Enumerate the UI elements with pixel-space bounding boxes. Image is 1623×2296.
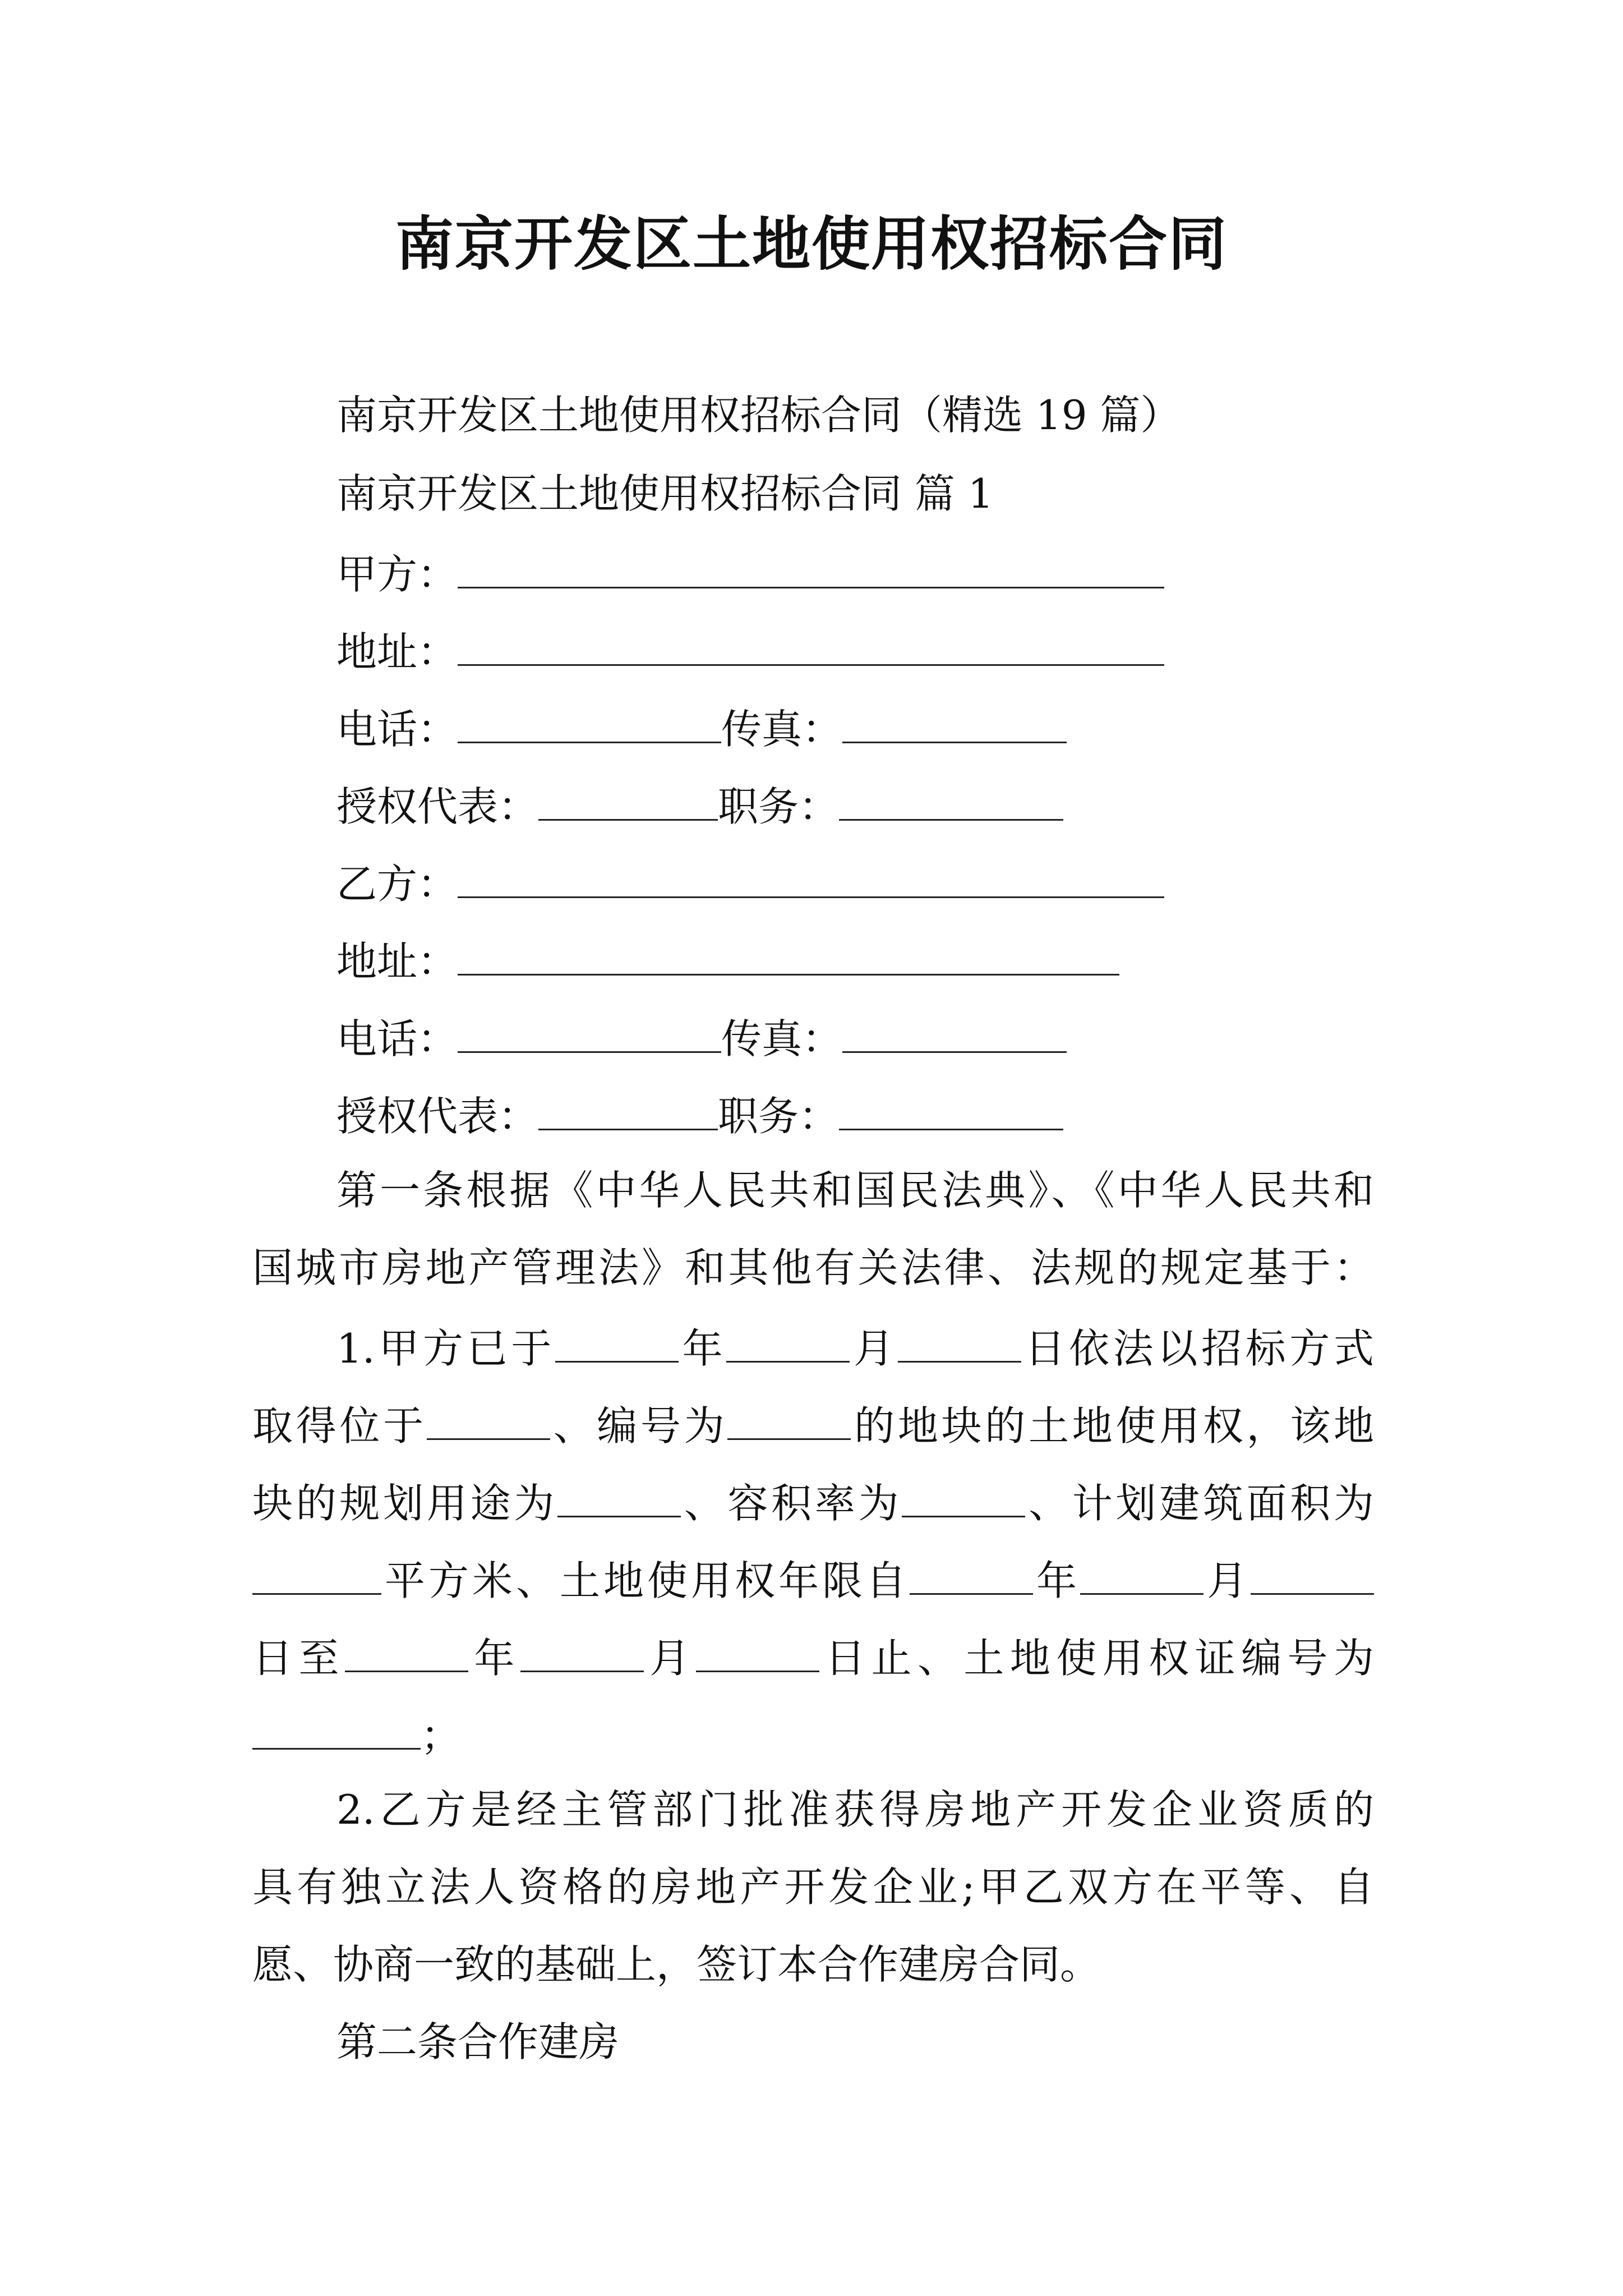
party-a-rep-label: 授权代表： xyxy=(336,783,539,830)
term-end-day-blank[interactable] xyxy=(696,1627,819,1672)
party-b-address-row xyxy=(336,930,1402,990)
term-end-year-blank[interactable] xyxy=(345,1627,468,1672)
party-b-rep-label: 授权代表： xyxy=(336,1093,539,1140)
certificate-number-blank[interactable] xyxy=(252,1704,421,1750)
party-b-address-label: 地址： xyxy=(336,938,458,985)
party-a-rep-blank[interactable] xyxy=(538,775,718,821)
item1-line1 xyxy=(336,1317,1374,1377)
item1-text: 年 xyxy=(679,1325,727,1372)
date-day-blank[interactable] xyxy=(898,1317,1021,1363)
item1-text: 1.甲方已于 xyxy=(336,1325,556,1372)
party-b-name-blank[interactable] xyxy=(458,853,1164,898)
article2-heading: 第二条合作建房 xyxy=(336,2018,620,2065)
party-b-phone-row xyxy=(336,1007,1402,1067)
party-b-rep-row xyxy=(336,1085,1402,1144)
item1-text: 、计划建筑面积为 xyxy=(1025,1480,1374,1527)
item2-line1: 2.乙方是经主管部门批准获得房地产开发企业资质的 xyxy=(336,1786,1374,1833)
item1-text: 块的规划用途为 xyxy=(252,1480,557,1527)
party-b-rep-blank[interactable] xyxy=(538,1085,718,1130)
party-b-position-label: 职务： xyxy=(718,1093,840,1140)
document-title: 南京开发区土地使用权招标合同 xyxy=(395,210,1228,278)
party-a-name-blank[interactable] xyxy=(458,543,1164,588)
date-month-blank[interactable] xyxy=(726,1317,850,1363)
floor-area-blank[interactable] xyxy=(252,1549,381,1595)
party-a-name-label: 甲方： xyxy=(336,551,458,598)
item1-text: ； xyxy=(421,1712,462,1759)
plot-ratio-blank[interactable] xyxy=(902,1472,1025,1517)
party-b-position-blank[interactable] xyxy=(839,1085,1063,1130)
term-start-year-blank[interactable] xyxy=(910,1549,1033,1595)
item1-line4 xyxy=(252,1549,1374,1609)
location-blank[interactable] xyxy=(427,1395,550,1440)
party-a-phone-row xyxy=(336,698,1402,757)
item2-line2: 具有独立法人资格的房地产开发企业;甲乙双方在平等、自 xyxy=(252,1864,1374,1911)
party-a-fax-blank[interactable] xyxy=(842,698,1067,743)
party-a-rep-row xyxy=(336,775,1402,835)
item1-text: 年 xyxy=(1032,1557,1080,1604)
item1-text: 的地块的土地使用权，该地 xyxy=(851,1402,1374,1450)
party-a-phone-blank[interactable] xyxy=(458,698,721,743)
item1-line6 xyxy=(252,1704,1374,1764)
party-b-fax-label: 传真： xyxy=(721,1015,843,1062)
article1-line1: 第一条根据《中华人民共和国民法典》、《中华人民共和 xyxy=(336,1167,1374,1214)
item1-line3 xyxy=(252,1472,1374,1531)
date-year-blank[interactable] xyxy=(555,1317,679,1363)
party-b-fax-blank[interactable] xyxy=(842,1007,1067,1053)
item1-text: 、容积率为 xyxy=(681,1480,902,1527)
section-heading: 南京开发区土地使用权招标合同 篇 1 xyxy=(336,470,994,517)
party-a-phone-label: 电话： xyxy=(336,706,458,753)
party-b-phone-blank[interactable] xyxy=(458,1007,721,1053)
item1-text: 年 xyxy=(468,1635,520,1682)
party-b-address-blank[interactable] xyxy=(458,930,1119,976)
item1-text: 日依法以招标方式 xyxy=(1021,1325,1374,1372)
article1-line2: 国城市房地产管理法》和其他有关法律、法规的规定基于： xyxy=(252,1244,1374,1291)
party-a-name-row xyxy=(336,543,1402,602)
planned-use-blank[interactable] xyxy=(557,1472,681,1517)
party-a-position-label: 职务： xyxy=(718,783,840,830)
party-a-address-row xyxy=(336,620,1402,680)
document-subtitle: 南京开发区土地使用权招标合同（精选 19 篇） xyxy=(336,392,1181,439)
party-a-address-label: 地址： xyxy=(336,628,458,675)
plot-number-blank[interactable] xyxy=(727,1395,851,1440)
item1-text: 月 xyxy=(643,1635,696,1682)
party-a-address-blank[interactable] xyxy=(458,620,1164,666)
party-b-phone-label: 电话： xyxy=(336,1015,458,1062)
item1-text: 月 xyxy=(850,1325,898,1372)
item1-text: 日止、土地使用权证编号为 xyxy=(819,1635,1374,1682)
party-a-position-blank[interactable] xyxy=(839,775,1063,821)
party-b-name-label: 乙方： xyxy=(336,861,458,908)
term-end-month-blank[interactable] xyxy=(520,1627,644,1672)
item2-line3: 愿、协商一致的基础上，签订本合作建房合同。 xyxy=(252,1941,1101,1988)
item1-line2 xyxy=(252,1395,1374,1454)
item1-text: 取得位于 xyxy=(252,1402,427,1450)
party-a-fax-label: 传真： xyxy=(721,706,843,753)
item1-line5 xyxy=(252,1627,1374,1686)
item1-text: 平方米、土地使用权年限自 xyxy=(381,1557,910,1604)
term-start-month-blank[interactable] xyxy=(1080,1549,1204,1595)
item1-text: 月 xyxy=(1203,1557,1251,1604)
party-b-name-row xyxy=(336,853,1402,912)
term-start-day-blank[interactable] xyxy=(1251,1549,1374,1595)
item1-text: 、编号为 xyxy=(550,1402,728,1450)
item1-text: 日至 xyxy=(252,1635,345,1682)
